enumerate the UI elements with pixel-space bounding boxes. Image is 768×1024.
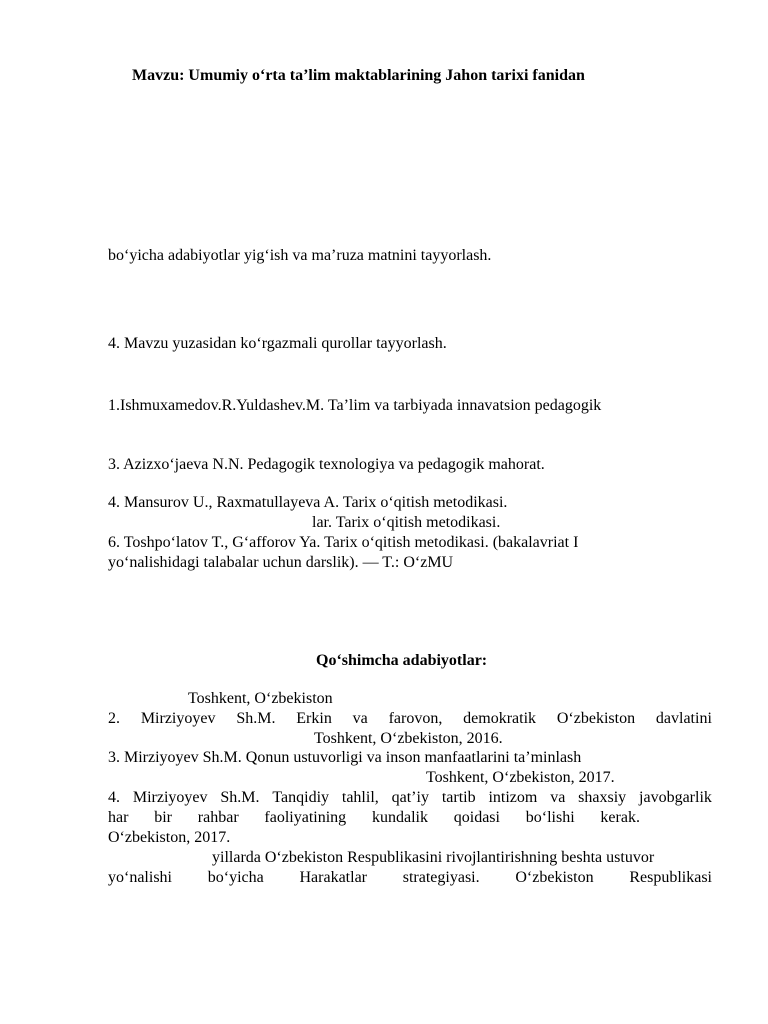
word: Respublikasi — [629, 869, 712, 886]
word: intizom — [488, 789, 538, 806]
text-line: Toshkent, O‘zbekiston — [188, 690, 333, 707]
word: strategiyasi. — [402, 869, 480, 886]
word: javobgarlik — [639, 789, 712, 806]
text-line: yillarda O‘zbekiston Respublikasini rivojlantirishning beshta ustuvor — [212, 849, 655, 866]
word: Sh.M. — [236, 710, 276, 727]
justified-line — [108, 868, 712, 888]
word: va — [352, 710, 368, 727]
text-line: 6. Toshpo‘latov T., G‘afforov Ya. Tarix o‘qitish metodikasi. (bakalavriat I — [108, 534, 579, 551]
text-line: yo‘nalishidagi talabalar uchun darslik). — T.: O‘zMU — [108, 554, 454, 571]
word: yo‘nalishi — [108, 869, 172, 886]
text-line: Toshkent, O‘zbekiston, 2017. — [426, 769, 615, 786]
word: qat’iy — [391, 789, 429, 806]
word: demokratik — [463, 710, 537, 727]
text-line: Toshkent, O‘zbekiston, 2016. — [314, 730, 503, 747]
word: va — [550, 789, 566, 806]
justified-line — [108, 808, 640, 828]
word: rahbar — [197, 809, 239, 826]
word: Sh.M. — [220, 789, 260, 806]
word: bir — [154, 809, 172, 826]
word: O‘zbekiston — [515, 869, 594, 886]
word: shaxsiy — [578, 789, 627, 806]
word: tartib — [441, 789, 476, 806]
word: 4. — [108, 789, 120, 806]
section-heading: Qo‘shimcha adabiyotlar: — [316, 652, 488, 669]
word: kundalik — [371, 809, 428, 826]
text-line: O‘zbekiston, 2017. — [108, 829, 231, 846]
word: Mirziyoyev — [132, 789, 208, 806]
word: bo‘lishi — [525, 809, 575, 826]
word: tahlil, — [341, 789, 379, 806]
word: 2. — [108, 710, 120, 727]
word: faoliyatining — [264, 809, 347, 826]
word: farovon, — [388, 710, 443, 727]
word: har — [108, 809, 129, 826]
word: kerak. — [600, 809, 640, 826]
text-line: 3. Mirziyoyev Sh.M. Qonun ustuvorligi va inson manfaatlarini ta’minlash — [108, 749, 582, 766]
text-line: 4. Mansurov U., Raxmatullayeva A. Tarix o‘qitish metodikasi. — [108, 494, 508, 511]
word: Harakatlar — [299, 869, 367, 886]
word: Erkin — [296, 710, 332, 727]
word: Tanqidiy — [272, 789, 330, 806]
word: Mirziyoyev — [140, 710, 216, 727]
word: O‘zbekiston — [556, 710, 636, 727]
word: qoidasi — [453, 809, 500, 826]
text-line: lar. Tarix o‘qitish metodikasi. — [312, 514, 501, 531]
word: davlatini — [655, 710, 712, 727]
text-line: 1.Ishmuxamedov.R.Yuldashev.M. Ta’lim va tarbiyada innavatsion pedagogik — [108, 397, 602, 414]
justified-line — [108, 709, 712, 729]
text-line: 4. Mavzu yuzasidan ko‘rgazmali qurollar tayyorlash. — [108, 335, 447, 352]
word: bo‘yicha — [207, 869, 264, 886]
text-line: bo‘yicha adabiyotlar yig‘ish va ma’ruza matnini tayyorlash. — [108, 247, 492, 264]
text-line: 3. Azizxo‘jaeva N.N. Pedagogik texnologiya va pedagogik mahorat. — [108, 456, 545, 473]
justified-line — [108, 788, 712, 808]
document-title: Mavzu: Umumiy o‘rta ta’lim maktablarining Jahon tarixi fanidan — [132, 67, 585, 84]
